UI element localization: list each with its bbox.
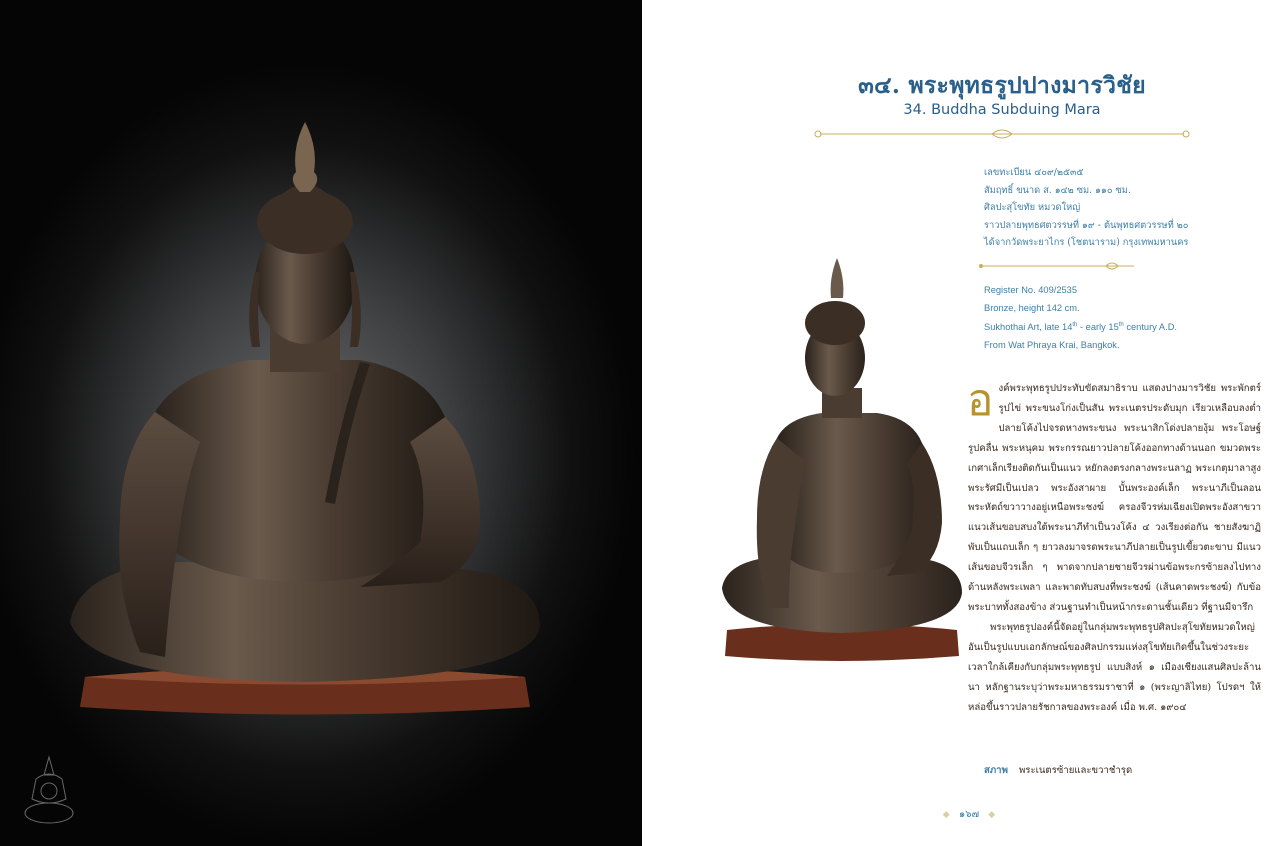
- meta-material-th: สัมฤทธิ์ ขนาด ส. ๑๔๒ ซม. ๑๑๐ ซม.: [984, 184, 1131, 196]
- condition-text: พระเนตรซ้ายและขวาชำรุด: [1018, 765, 1133, 776]
- diamond-right-icon: ◆: [988, 810, 996, 820]
- meta-material-en: Bronze, height 142 cm.: [984, 302, 1080, 313]
- meta-ornament-divider: [978, 260, 1138, 272]
- metadata-english: [984, 282, 1177, 354]
- meta-art-th: ศิลปะสุโขทัย หมวดใหญ่: [984, 202, 1081, 213]
- diamond-left-icon: ◆: [942, 810, 950, 820]
- page-title-thai: ๓๔. พระพุทธรูปปางมารวิชัย: [858, 72, 1146, 99]
- page-title-english: 34. Buddha Subduing Mara: [903, 102, 1101, 118]
- metadata-thai: [984, 164, 1188, 252]
- paragraph-1-text: งค์พระพุทธรูปประทับขัดสมาธิราบ แสดงปางมารวิชัย พระพักตร์รูปไข่ พระขนงโก่งเป็นสัน พระเนตรประดับมุก เรียวเหลือบลงต่ำ ปลายโค้งไปจรดหางพระขนง พระนาสิกโด่งปลายงุ้ม พระโอษฐ์รูปคลื่น พระหนุคม พระกรรณยาวปลายโค้งออกทางด้านนอก ขมวดพระเกศาเล็กเรียงติดกันเป็นแนว หยักลงตรงกลางพระนลาฏ พระเกตุมาลาสูง พระรัศมีเป็นเปลว พระอังสาผาย บั้นพระองค์เล็ก พระนาภีเป็นลอน พระหัตถ์ขวาวางอยู่เหนือพระชงฆ์ ครองจีวรห่มเฉียงเปิดพระอังสาขวา แนวเส้นขอบสบงใต้พระนาภีทำเป็นวงโค้ง ๔ วงเรียงต่อกัน ชายสังฆาฏิพับเป็นแถบเล็ก ๆ ยาวลงมาจรดพระนาภีปลายเป็นรูปเขี้ยวตะขาบ มีแนวเส้นขอบจีวรเล็ก ๆ พาดจากปลายชายจีวรผ่านข้อพระกรซ้ายลงไปทางด้านหลังพระเพลา และพาดทับสบงที่พระชงฆ์ (เส้นคาดพระชงฆ์) กับข้อพระบาททั้งสองข้าง ส่วนฐานทำเป็นหน้ากระดานชั้นเดียว ที่ฐานมีจารึก: [968, 383, 1261, 613]
- page-footer: [924, 807, 1014, 822]
- drop-cap-letter: อ: [967, 375, 994, 426]
- title-ornament-divider: [812, 126, 1192, 142]
- body-text: [967, 375, 1261, 717]
- buddha-statue-small-image: [717, 258, 965, 668]
- paragraph-1: [967, 375, 1261, 618]
- meta-art-en: [984, 317, 1177, 337]
- meta-art-en-suffix: century A.D.: [1123, 322, 1177, 333]
- meta-register-th: เลขทะเบียน ๔๐๙/๒๕๓๕: [984, 167, 1084, 178]
- buddha-statue-large-image: [60, 122, 550, 722]
- meta-art-en-mid: - early 15: [1077, 322, 1119, 333]
- meta-source-th: ได้จากวัดพระยาไกร (โชตนาราม) กรุงเทพมหานคร: [984, 237, 1189, 248]
- royal-emblem-icon: [18, 755, 80, 827]
- meta-art-en-prefix: Sukhothai Art, late 14: [984, 322, 1073, 333]
- paragraph-2: พระพุทธรูปองค์นี้จัดอยู่ในกลุ่มพระพุทธรูปศิลปะสุโขทัยหมวดใหญ่ อันเป็นรูปแบบเอกลักษณ์ของศิลปกรรมแห่งสุโขทัยเกิดขึ้นในช่วงระยะเวลาใกล้เคียงกับกลุ่มพระพุทธรูป แบบสิงห์ ๑ เมืองเชียงแสนศิลปะล้านนา หลักฐานระบุว่าพระมหาธรรมราชาที่ ๑ (พระญาลิไทย) โปรดฯ ให้หล่อขึ้นราวปลายรัชกาลของพระองค์ เมื่อ พ.ศ. ๑๙๐๔: [968, 621, 1261, 713]
- page-number: ๑๖๗: [958, 809, 980, 820]
- right-page-text: [642, 0, 1280, 846]
- meta-art-en-sup2: th: [1118, 322, 1124, 328]
- meta-art-en-sup1: th: [1072, 322, 1078, 328]
- meta-source-en: From Wat Phraya Krai, Bangkok.: [984, 339, 1120, 350]
- meta-date-th: ราวปลายพุทธศตวรรษที่ ๑๙ - ต้นพุทธศตวรรษที่ ๒๐: [984, 219, 1189, 231]
- condition-note: [984, 763, 1132, 778]
- meta-register-en: Register No. 409/2535: [984, 285, 1078, 295]
- condition-label: สภาพ: [984, 765, 1008, 776]
